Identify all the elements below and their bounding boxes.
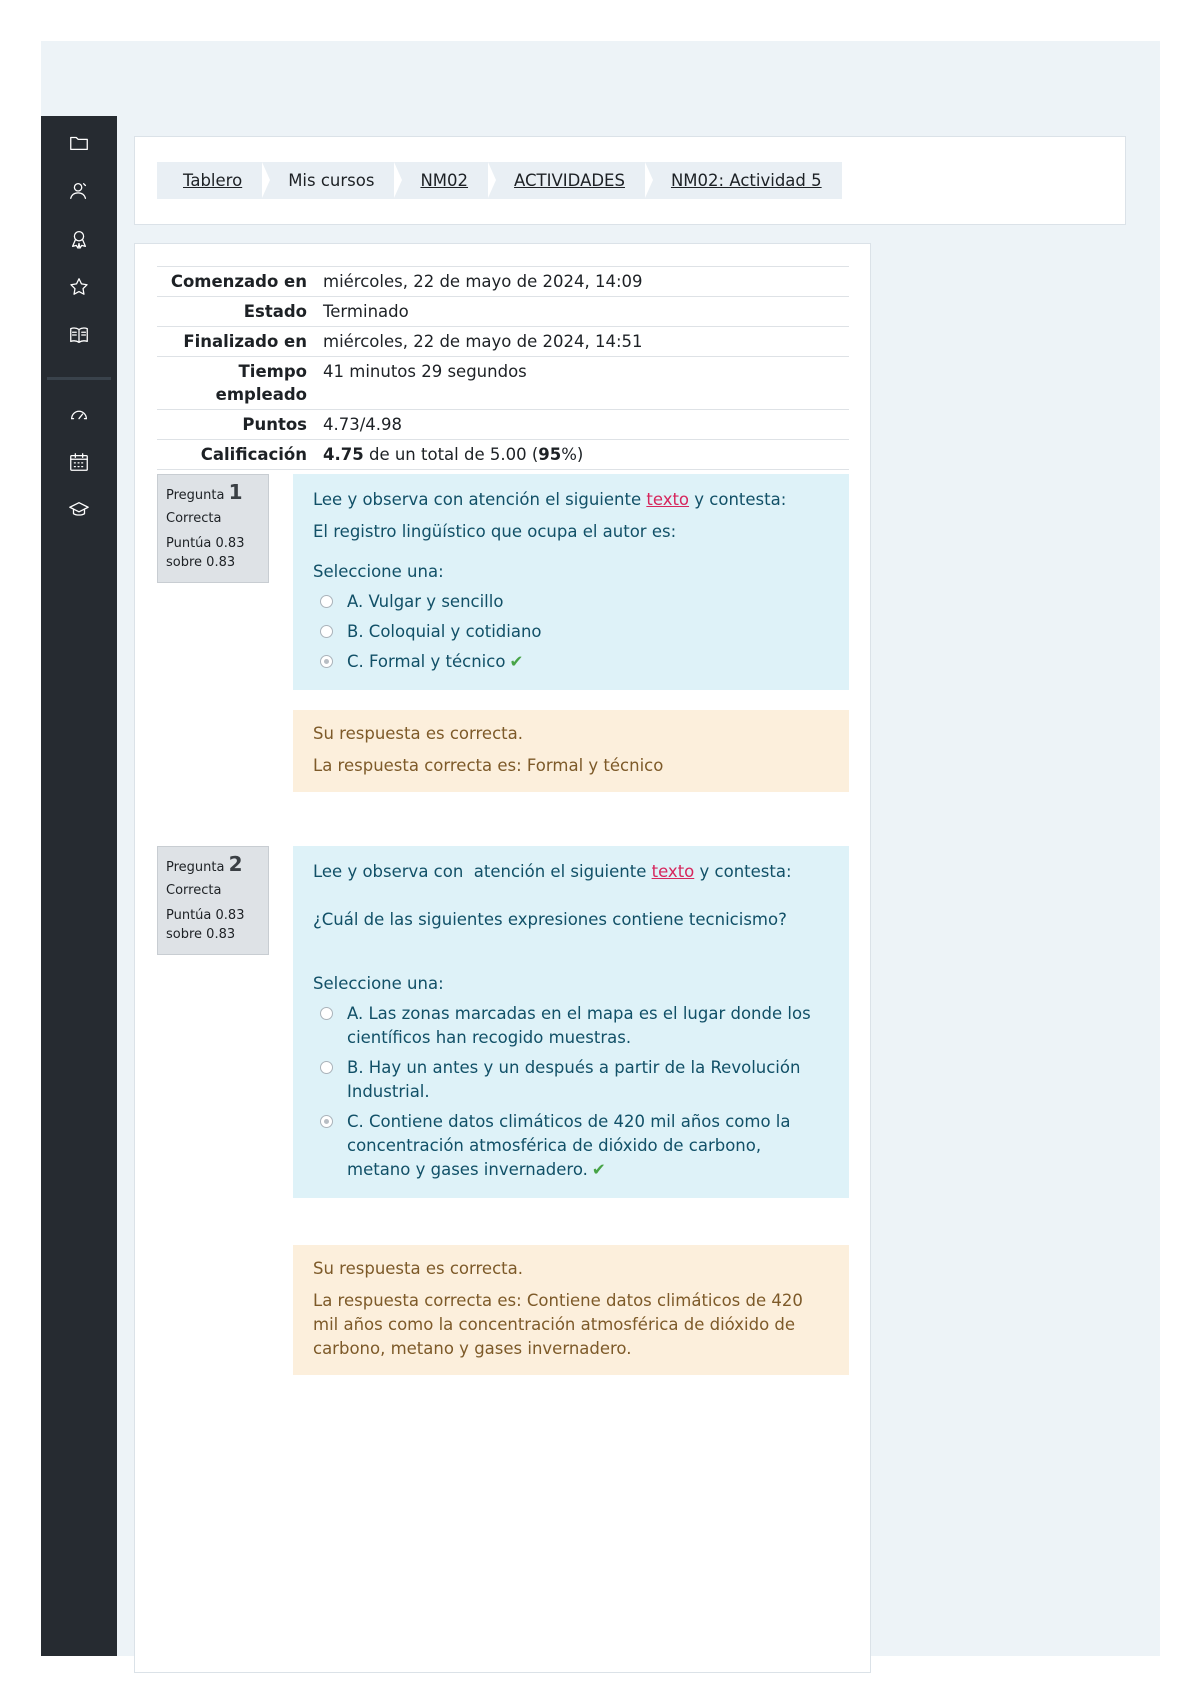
question-info: [157, 846, 269, 955]
breadcrumb-actividad-5[interactable]: NM02: Actividad 5: [670, 171, 822, 190]
attempt-summary-table: [157, 266, 849, 470]
answer-radio-selected[interactable]: [320, 655, 333, 668]
question-formulation: [293, 474, 849, 690]
question-state: Correcta: [166, 511, 222, 526]
question-state: Correcta: [166, 883, 222, 898]
summary-value: miércoles, 22 de mayo de 2024, 14:09: [323, 272, 643, 291]
quiz-review-card: [134, 243, 871, 1673]
answer-radio[interactable]: [320, 625, 333, 638]
answer-option-text: A. Vulgar y sencillo: [347, 592, 504, 611]
answer-option: [313, 1056, 829, 1104]
summary-row: [157, 327, 849, 357]
breadcrumb-nm02[interactable]: NM02: [394, 162, 488, 199]
summary-label: Puntos: [242, 415, 307, 434]
answer-option: [313, 590, 829, 614]
answer-prompt: Seleccione una:: [313, 974, 444, 993]
grade-percent: 95: [538, 445, 562, 464]
feedback-correct-answer: La respuesta correcta es: Contiene datos climáticos de 420 mil años como la concentración atmosférica de dióxido de carbono, metano y gases invernadero.: [313, 1291, 803, 1358]
question-grade: Puntúa 0.83 sobre 0.83: [166, 536, 245, 570]
question-number: 2: [228, 852, 243, 876]
sidebar-divider: [47, 377, 111, 380]
question-feedback: [293, 710, 849, 792]
summary-value: 4.73/4.98: [323, 415, 403, 434]
answer-radio-selected[interactable]: [320, 1115, 333, 1128]
question-label: Pregunta: [166, 860, 225, 875]
question-stem: ¿Cuál de las siguientes expresiones contiene tecnicismo?: [313, 910, 787, 929]
grade-mid: de un total de 5.00 (: [368, 445, 539, 464]
breadcrumb: [157, 162, 842, 199]
summary-value: Terminado: [323, 302, 409, 321]
feedback-status: Su respuesta es correcta.: [313, 724, 523, 743]
summary-value: 41 minutos 29 segundos: [323, 362, 527, 381]
grade-end: %): [561, 445, 584, 464]
badge-icon[interactable]: [41, 221, 117, 257]
correct-check-icon: ✔: [591, 1160, 606, 1179]
page-header: [134, 136, 1126, 225]
question-stem: El registro lingüístico que ocupa el autor es:: [313, 522, 677, 541]
summary-label: Calificación: [200, 445, 307, 464]
breadcrumb-mis-cursos: Mis cursos: [262, 162, 394, 199]
graduation-cap-icon[interactable]: [41, 492, 117, 528]
question-label: Pregunta: [166, 488, 225, 503]
intro-text-end: y contesta:: [694, 490, 787, 509]
answer-option-text: B. Hay un antes y un después a partir de la Revolución Industrial.: [347, 1058, 801, 1101]
answer-option-text: C. Formal y técnico: [347, 652, 506, 671]
answer-option: [313, 1110, 829, 1182]
answer-option-text: A. Las zonas marcadas en el mapa es el lugar donde los científicos han recogido muestras.: [347, 1004, 811, 1047]
answer-radio[interactable]: [320, 1007, 333, 1020]
question-text: [313, 860, 829, 932]
left-drawer: [41, 116, 117, 1656]
answer-option: [313, 1002, 829, 1050]
summary-label: Tiempo empleado: [215, 362, 307, 404]
summary-row: [157, 267, 849, 297]
answer-option-text: B. Coloquial y cotidiano: [347, 622, 542, 641]
summary-row: [157, 410, 849, 440]
texto-link[interactable]: texto: [651, 862, 695, 881]
folder-icon[interactable]: [41, 125, 117, 161]
book-icon[interactable]: [41, 317, 117, 353]
dashboard-icon[interactable]: [41, 396, 117, 432]
correct-check-icon: ✔: [509, 652, 524, 671]
answer-prompt: Seleccione una:: [313, 562, 444, 581]
summary-value: [315, 440, 849, 470]
question-grade: Puntúa 0.83 sobre 0.83: [166, 908, 245, 942]
summary-label: Comenzado en: [170, 272, 307, 291]
question-text: [313, 488, 829, 544]
question-info: [157, 474, 269, 583]
intro-text-end: y contesta:: [699, 862, 792, 881]
feedback-correct-answer: La respuesta correcta es: Formal y técnico: [313, 756, 664, 775]
summary-label: Estado: [243, 302, 307, 321]
answer-radio[interactable]: [320, 1061, 333, 1074]
calendar-icon[interactable]: [41, 444, 117, 480]
answer-option: [313, 650, 829, 674]
star-icon[interactable]: [41, 269, 117, 305]
summary-row: [157, 357, 849, 410]
question-formulation: [293, 846, 849, 1198]
breadcrumb-actividades[interactable]: ACTIVIDADES: [488, 162, 645, 199]
texto-link[interactable]: texto: [646, 490, 690, 509]
answer-radio[interactable]: [320, 595, 333, 608]
feedback-status: Su respuesta es correcta.: [313, 1259, 523, 1278]
user-icon[interactable]: [41, 173, 117, 209]
summary-label: Finalizado en: [183, 332, 307, 351]
summary-row: [157, 440, 849, 470]
intro-text: Lee y observa con atención el siguiente: [313, 490, 642, 509]
intro-text: Lee y observa con atención el siguiente: [313, 862, 647, 881]
question-feedback: [293, 1245, 849, 1375]
summary-value: miércoles, 22 de mayo de 2024, 14:51: [323, 332, 643, 351]
question-number: 1: [228, 480, 243, 504]
answer-option-text: C. Contiene datos climáticos de 420 mil años como la concentración atmosférica de dióxido de carbono, metano y gases invernadero.: [347, 1112, 791, 1179]
summary-row: [157, 297, 849, 327]
breadcrumb-tablero[interactable]: Tablero: [157, 162, 262, 199]
answer-option: [313, 620, 829, 644]
grade-score: 4.75: [323, 445, 364, 464]
